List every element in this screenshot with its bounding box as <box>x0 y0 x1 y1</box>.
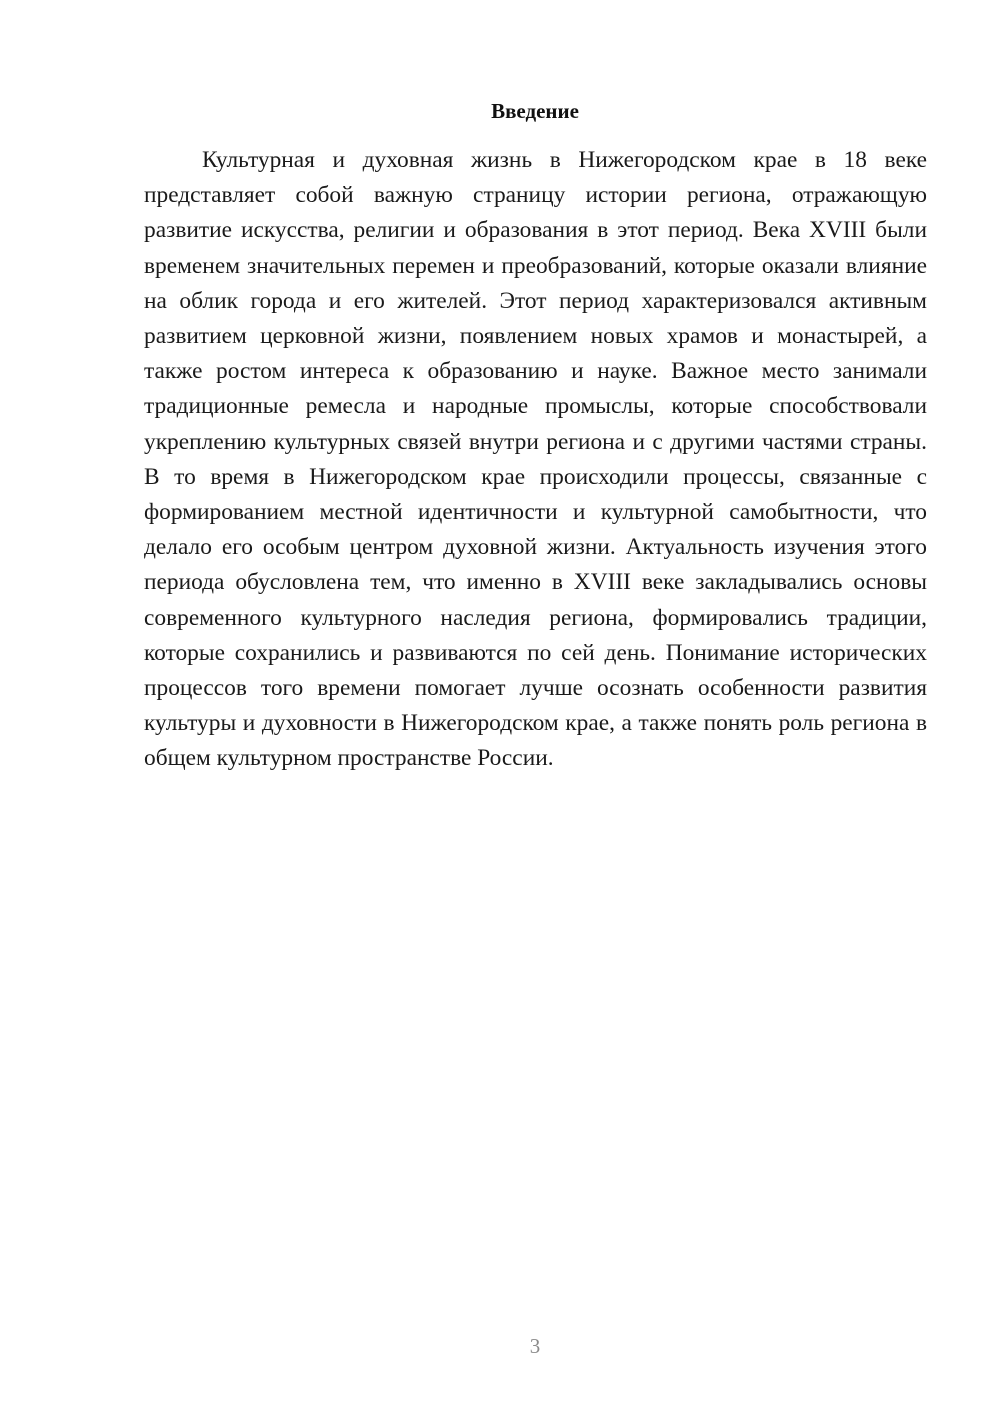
page-number: 3 <box>529 1334 541 1358</box>
body-paragraph: Культурная и духовная жизнь в Нижегородском крае в 18 веке представляет собой важную страницу истории региона, отражающую развитие искусства, религии и образования в этот период. Века XVIII были временем значительных перемен и преобразований, которые оказали влияние на облик города и его жителей. Этот период характеризовался активным развитием церковной жизни, появлением новых храмов и монастырей, а также ростом интереса к образованию и науке. Важное место занимали традиционные ремесла и народные промыслы, которые способствовали укреплению культурных связей внутри региона и с другими частями страны. В то время в Нижегородском крае происходили процессы, связанные с формированием местной идентичности и культурной самобытности, что делало его особым центром духовной жизни. Актуальность изучения этого периода обусловлена тем, что именно в XVIII веке закладывались основы современного культурного наследия региона, формировались традиции, которые сохранились и развиваются по сей день. Понимание исторических процессов того времени помогает лучше осознать особенности развития культуры и духовности в Нижегородском крае, а также понять роль региона в общем культурном пространстве России. <box>144 147 927 772</box>
section-title: Введение <box>491 99 579 123</box>
